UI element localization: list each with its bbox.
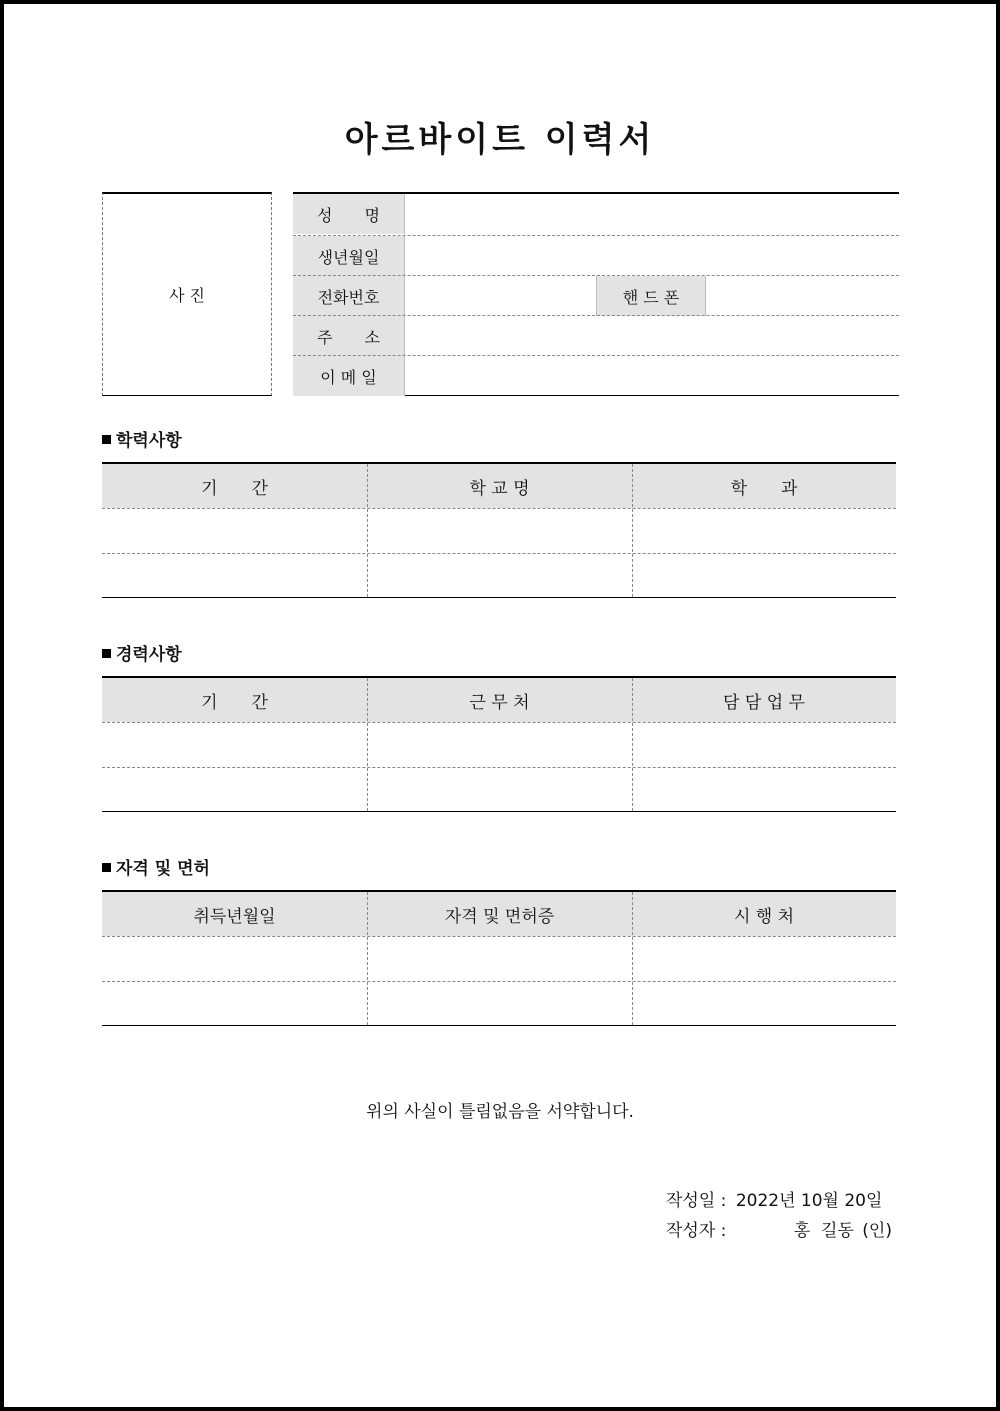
education-header-period: 기 간	[201, 478, 268, 499]
email-label: 이 메 일	[293, 356, 405, 396]
personal-info-table	[293, 192, 899, 396]
square-bullet-icon	[102, 863, 111, 872]
seal-mark: (인)	[862, 1221, 892, 1241]
name-row[interactable]	[293, 194, 899, 234]
author-line	[666, 1216, 892, 1241]
photo-label: 사 진	[169, 286, 205, 305]
date-label: 작성일 :	[666, 1191, 727, 1211]
career-table	[102, 676, 896, 812]
phone-label: 전화번호	[293, 276, 405, 316]
license-header-issuer: 시 행 처	[733, 906, 795, 927]
license-table	[102, 890, 896, 1026]
document-title: 아르바이트 이력서	[344, 120, 656, 160]
date-value: 2022년 10월 20일	[735, 1191, 883, 1211]
pledge-text: 위의 사실이 틀림없음을 서약합니다.	[366, 1102, 634, 1122]
birth-row[interactable]	[293, 235, 899, 276]
mobile-label: 핸 드 폰	[596, 276, 706, 316]
row-divider	[102, 767, 896, 768]
address-row[interactable]	[293, 315, 899, 356]
license-header-certificate: 자격 및 면허증	[444, 906, 555, 927]
column-divider	[367, 464, 368, 597]
row-divider	[102, 936, 896, 937]
career-header-period: 기 간	[201, 692, 268, 713]
photo-box	[102, 192, 272, 396]
name-label: 성 명	[293, 194, 405, 234]
license-header-date: 취득년월일	[193, 906, 276, 927]
career-header-duty: 담 담 업 무	[723, 692, 805, 713]
column-divider	[632, 678, 633, 811]
date-line	[666, 1186, 882, 1211]
row-divider	[102, 981, 896, 982]
row-divider	[102, 722, 896, 723]
birth-label: 생년월일	[293, 236, 405, 276]
education-header-school: 학 교 명	[469, 478, 530, 499]
author-label: 작성자 :	[666, 1221, 727, 1241]
column-divider	[632, 892, 633, 1025]
square-bullet-icon	[102, 435, 111, 444]
row-divider	[102, 508, 896, 509]
column-divider	[632, 464, 633, 597]
email-row[interactable]	[293, 355, 899, 396]
column-divider	[367, 678, 368, 811]
author-value: 홍 길동	[793, 1221, 854, 1241]
career-header-workplace: 근 무 처	[469, 692, 530, 713]
career-section-title: 경력사항	[102, 640, 182, 665]
license-section-title: 자격 및 면허	[102, 854, 210, 879]
phone-row[interactable]	[293, 275, 899, 316]
education-header-major: 학 과	[730, 478, 798, 499]
education-section-title: 학력사항	[102, 426, 182, 451]
column-divider	[367, 892, 368, 1025]
education-table	[102, 462, 896, 598]
square-bullet-icon	[102, 649, 111, 658]
row-divider	[102, 553, 896, 554]
address-label: 주 소	[293, 316, 405, 356]
